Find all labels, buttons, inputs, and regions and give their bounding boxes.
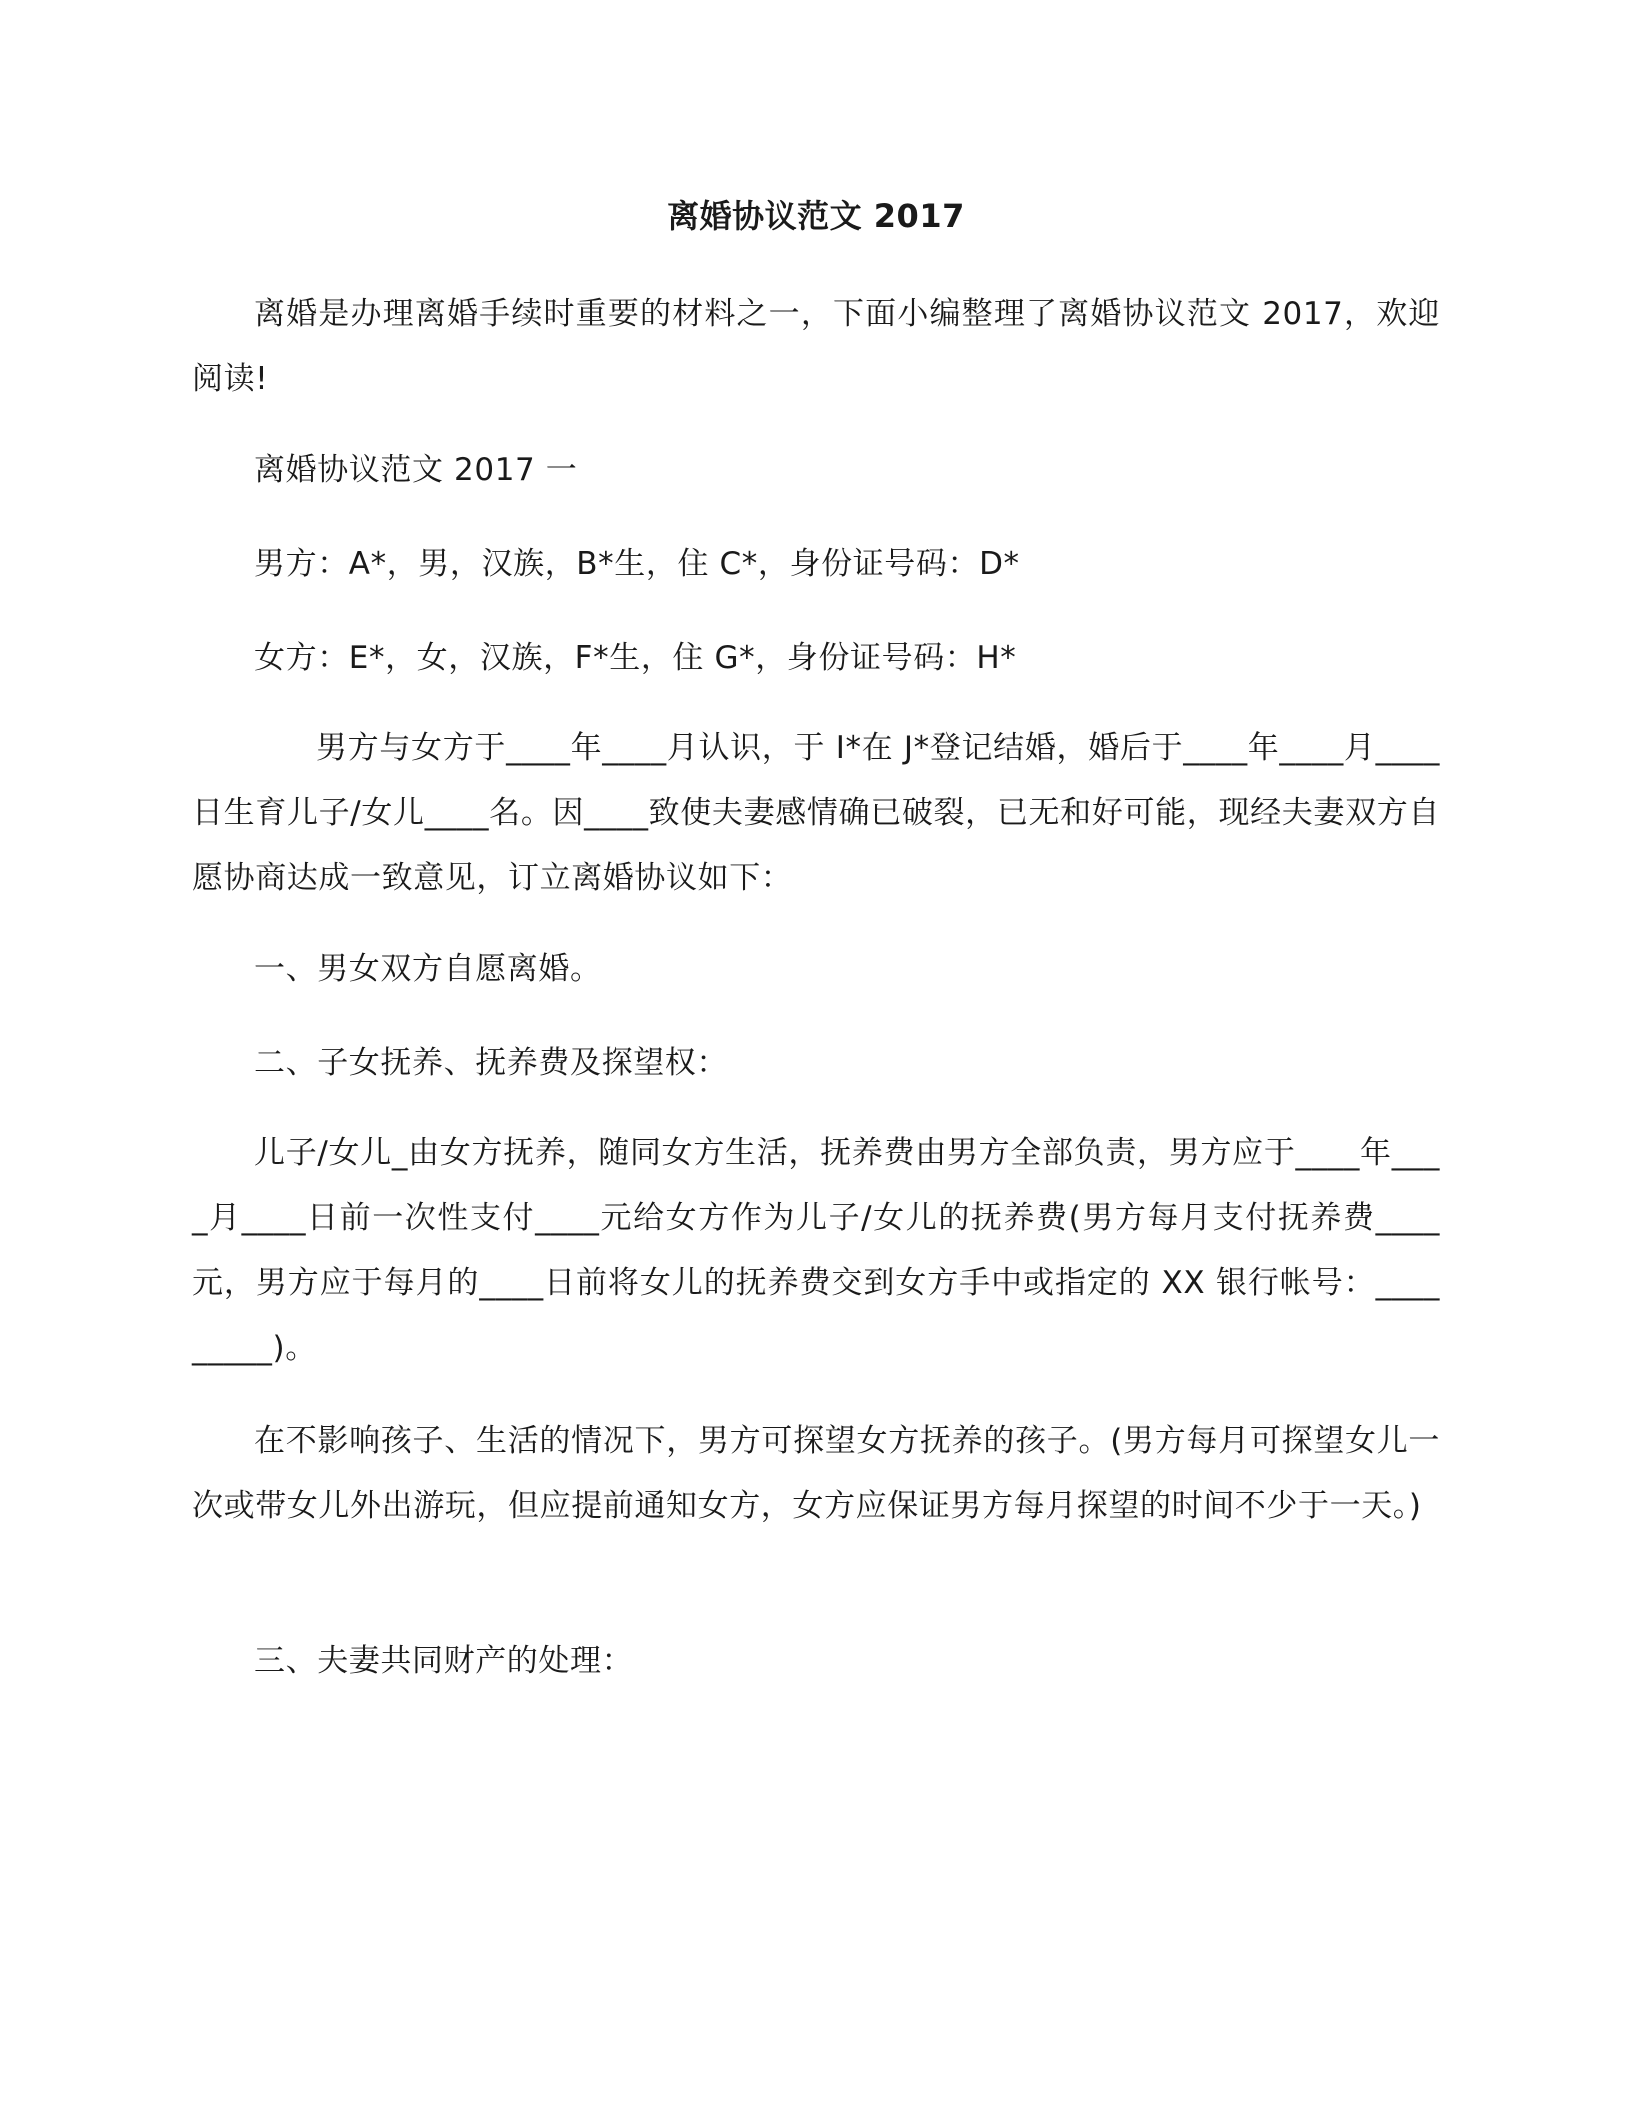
visitation-paragraph: 在不影响孩子、生活的情况下，男方可探望女方抚养的孩子。(男方每月可探望女儿一次或带女儿外出游玩，但应提前通知女方，女方应保证男方每月探望的时间不少于一天。) [192, 1423, 1440, 1524]
custody-paragraph: 儿子/女儿_由女方抚养，随同女方生活，抚养费由男方全部负责，男方应于____年____月____日前一次性支付____元给女方作为儿子/女儿的抚养费(男方每月支付抚养费____元，男方应于每月的____日前将女儿的抚养费交到女方手中或指定的 XX 银行帐号：_________)。 [192, 1135, 1440, 1366]
clause-3-heading: 三、夫妻共同财产的处理： [254, 1643, 634, 1679]
husband-info: 男方：A*，男，汉族，B*生，住 C*，身份证号码：D* [254, 546, 1020, 582]
intro-paragraph: 离婚是办理离婚手续时重要的材料之一，下面小编整理了离婚协议范文 2017，欢迎阅读! [192, 296, 1440, 397]
section-heading: 离婚协议范文 2017 一 [254, 452, 578, 488]
background-paragraph: 男方与女方于____年____月认识，于 I*在 J*登记结婚，婚后于____年____月____日生育儿子/女儿____名。因____致使夫妻感情确已破裂，已无和好可能，现经夫妻双方自愿协商达成一致意见，订立离婚协议如下： [192, 730, 1440, 896]
wife-info: 女方：E*，女，汉族，F*生，住 G*，身份证号码：H* [254, 640, 1017, 676]
clause-1: 一、男女双方自愿离婚。 [254, 951, 602, 987]
document-title: 离婚协议范文 2017 [667, 197, 965, 235]
clause-2-heading: 二、子女抚养、抚养费及探望权： [254, 1045, 728, 1081]
